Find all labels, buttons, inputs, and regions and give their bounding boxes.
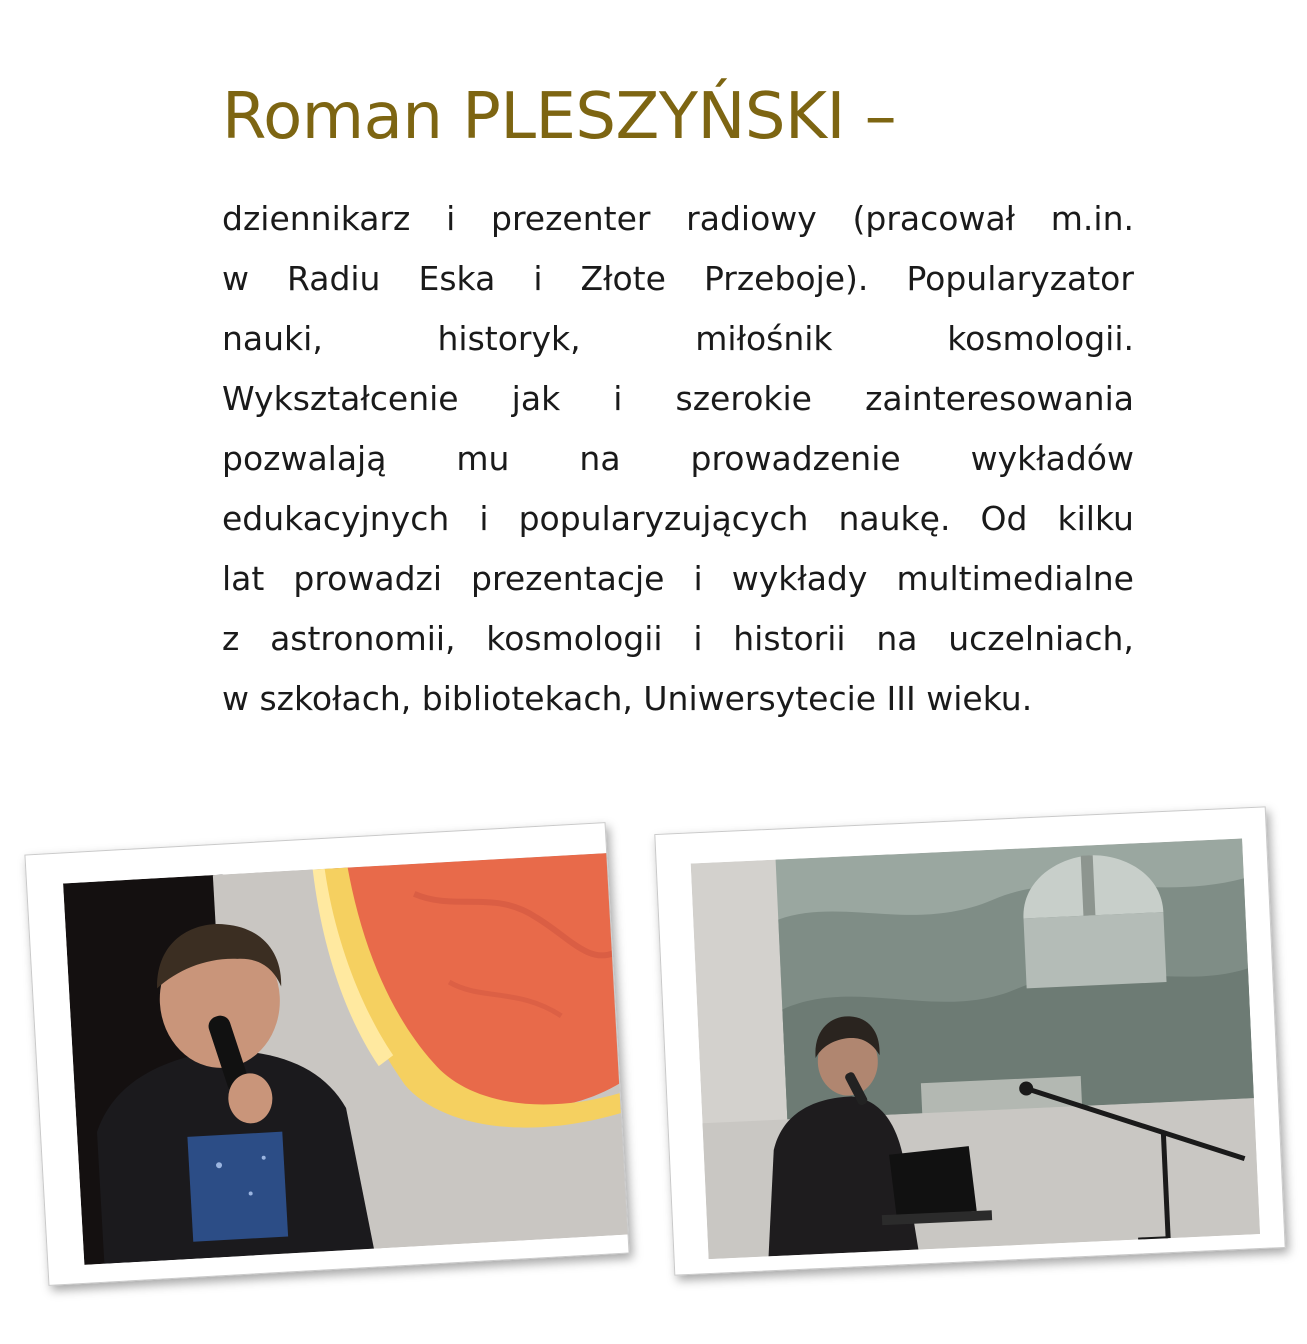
bio-line: lat prowadzi prezentacje i wykłady multimedialne [222, 559, 1134, 598]
bio-line: dziennikarz i prezenter radiowy (pracował m.in. [222, 199, 1134, 238]
bio-line: nauki, historyk, miłośnik kosmologii. [222, 319, 1134, 358]
photo-lecturer-observatory [654, 806, 1285, 1275]
bio-line: w szkołach, bibliotekach, Uniwersytecie III wieku. [222, 679, 1033, 718]
bio-paragraph [222, 189, 1134, 729]
bio-line: Wykształcenie jak i szerokie zainteresowania [222, 379, 1134, 418]
photo-lecturer-observatory-image [691, 838, 1260, 1259]
bio-line: w Radiu Eska i Złote Przeboje). Popularyzator [222, 259, 1134, 298]
bio-line: pozwalają mu na prowadzenie wykładów [222, 439, 1134, 478]
bio-line: edukacyjnych i popularyzujących naukę. Od kilku [222, 499, 1134, 538]
photo-lecturer-sun-image [63, 853, 629, 1265]
bio-line: z astronomii, kosmologii i historii na uczelniach, [222, 619, 1134, 658]
page-title: Roman PLESZYŃSKI – [222, 80, 897, 154]
photo-lecturer-sun [24, 822, 629, 1286]
